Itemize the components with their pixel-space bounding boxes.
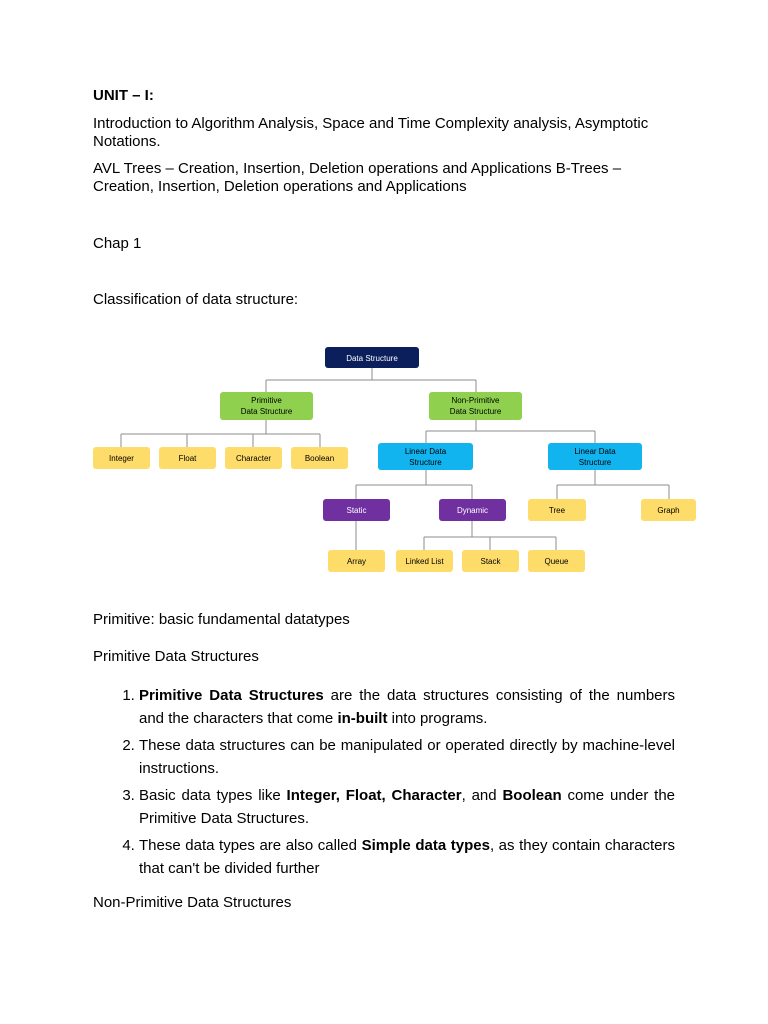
primitive-list — [93, 684, 675, 884]
primitive-heading: Primitive Data Structures — [93, 648, 259, 665]
node-linked-list — [396, 550, 453, 572]
node-dynamic — [439, 499, 506, 521]
non-primitive-heading: Non-Primitive Data Structures — [93, 894, 292, 911]
node-static-label: Static — [346, 506, 367, 515]
node-linked-list-label: Linked List — [405, 557, 444, 566]
node-array — [328, 550, 385, 572]
node-integer — [93, 447, 150, 469]
list-item-bold: Boolean — [502, 787, 562, 804]
node-non-linear — [548, 443, 642, 470]
list-item — [139, 784, 675, 830]
node-dynamic-label: Dynamic — [456, 506, 489, 515]
chapter-label: Chap 1 — [93, 235, 142, 252]
list-item — [139, 834, 675, 880]
list-item-text: , and — [461, 787, 503, 804]
node-non-linear-line1: Linear Data — [574, 447, 616, 456]
list-item-bold: Integer, Float, Character — [286, 787, 462, 804]
list-item-text: come under the Primitive Data Structures. — [139, 787, 676, 827]
node-queue-label: Queue — [544, 557, 569, 566]
node-stack — [462, 550, 519, 572]
node-integer-label: Integer — [109, 454, 134, 463]
node-linear — [378, 443, 473, 470]
node-non-linear-line2: Structure — [578, 458, 612, 467]
node-static — [323, 499, 390, 521]
primitive-definition: Primitive: basic fundamental datatypes — [93, 611, 350, 628]
node-float — [159, 447, 216, 469]
node-non-primitive-line1: Non-Primitive — [451, 396, 500, 405]
node-primitive-line1: Primitive — [251, 396, 282, 405]
node-queue — [528, 550, 585, 572]
intro-line: Introduction to Algorithm Analysis, Space and Time Complexity analysis, Asymptotic Notations. — [93, 115, 649, 150]
node-array-label: Array — [346, 557, 367, 566]
list-item-text: These data structures can be manipulated or operated directly by machine-level instructions. — [139, 737, 675, 777]
node-root — [325, 347, 419, 368]
list-item-bold: in-built — [337, 710, 388, 727]
node-character-label: Character — [235, 454, 272, 463]
node-boolean-label: Boolean — [304, 454, 335, 463]
node-graph-label: Graph — [657, 506, 680, 515]
list-item — [139, 684, 675, 730]
list-item-bold: Simple data types — [361, 837, 490, 854]
node-non-primitive-line2: Data Structure — [449, 407, 502, 416]
list-item-text: These data types are also called — [139, 837, 362, 854]
node-root-label: Data Structure — [346, 354, 398, 363]
list-item — [139, 734, 675, 780]
node-non-primitive — [429, 392, 522, 420]
list-item-bold: Primitive Data Structures — [139, 687, 324, 704]
node-boolean — [291, 447, 348, 469]
unit-title: UNIT – I: — [93, 87, 154, 104]
node-primitive — [220, 392, 313, 420]
node-float-label: Float — [178, 454, 197, 463]
node-tree-label: Tree — [548, 506, 566, 515]
classification-heading: Classification of data structure: — [93, 291, 299, 308]
node-character — [225, 447, 282, 469]
node-stack-label: Stack — [480, 557, 501, 566]
node-graph — [641, 499, 696, 521]
node-linear-line1: Linear Data — [404, 447, 447, 456]
node-tree — [528, 499, 586, 521]
node-primitive-line2: Data Structure — [240, 407, 293, 416]
node-linear-line2: Structure — [409, 458, 442, 467]
list-item-text: Basic data types like — [139, 787, 287, 804]
list-item-text: , as they contain characters that can't be divided further — [139, 837, 675, 877]
list-item-text: are the data structures consisting of the numbers and the characters that come — [139, 687, 675, 727]
avl-line: AVL Trees – Creation, Insertion, Deletion operations and Applications B-Trees – Creation, Insertion, Deletion operations and Applications — [93, 160, 622, 195]
list-item-text: into programs. — [387, 710, 488, 727]
